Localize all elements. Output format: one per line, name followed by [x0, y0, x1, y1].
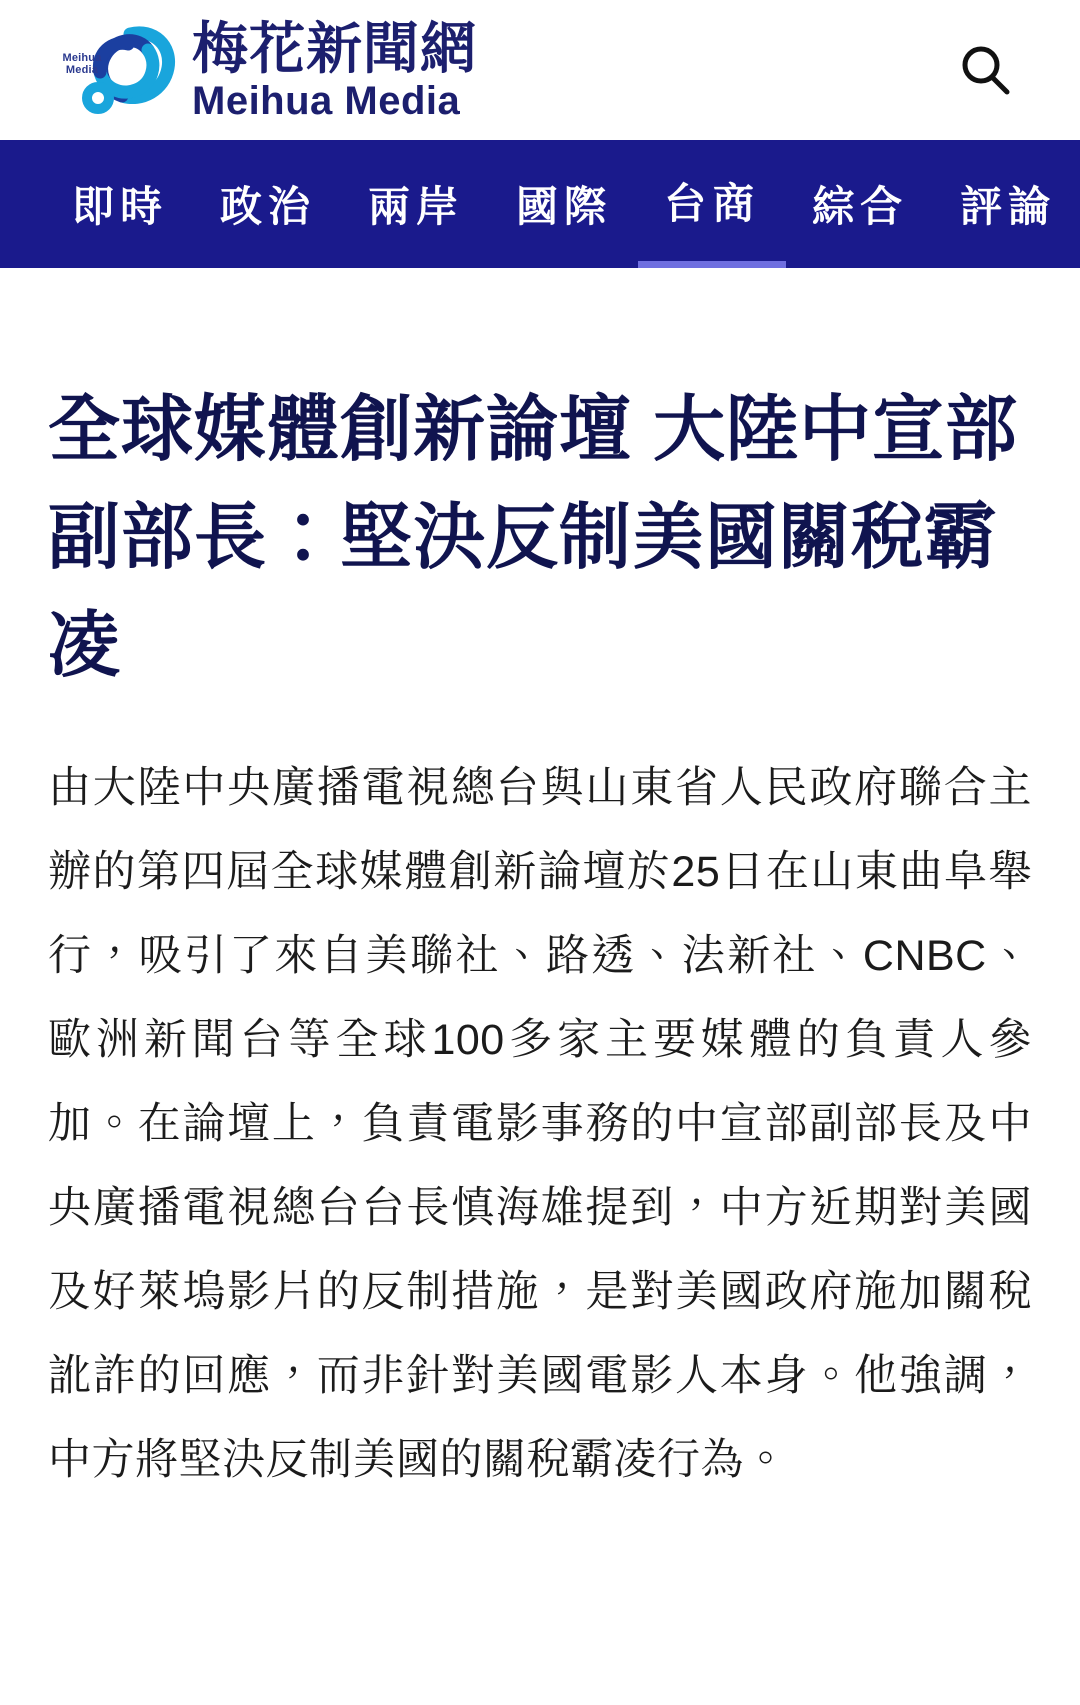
- nav-item-2[interactable]: 兩岸: [368, 183, 465, 230]
- nav-item-1[interactable]: 政治: [220, 183, 317, 230]
- brand-name-cn: 梅花新聞網: [192, 17, 477, 80]
- nav-item-6[interactable]: 評論: [960, 183, 1057, 230]
- search-button[interactable]: [950, 35, 1020, 105]
- article-body-paragraph: 由大陸中央廣播電視總台與山東省人民政府聯合主辦的第四屆全球媒體創新論壇於25日在山東曲阜舉行，吸引了來自美聯社、路透、法新社、CNBC、歐洲新聞台等全球100多家主要媒體的負責人參加。在論壇上，負責電影事務的中宣部副部長及中央廣播電視總台台長慎海雄提到，中方近期對美國及好萊塢影片的反制措施，是對美國政府施加關稅訛詐的回應，而非針對美國電影人本身。他強調，中方將堅決反制美國的關稅霸凌行為。: [48, 764, 1032, 1484]
- site-brand[interactable]: [60, 17, 477, 123]
- nav-item-3[interactable]: 國際: [516, 183, 613, 230]
- brand-name-en: Meihua Media: [192, 79, 461, 123]
- nav-item-5[interactable]: 綜合: [812, 183, 909, 230]
- page-title: 全球媒體創新論壇 大陸中宣部副部長：堅決反制美國關稅霸凌: [48, 390, 1019, 686]
- meihua-logo-icon[interactable]: [60, 18, 178, 122]
- logo-badge-line2: Media: [65, 64, 99, 76]
- article: [0, 376, 1080, 1502]
- site-header: [0, 0, 1080, 140]
- logo-badge-text: [62, 52, 102, 76]
- nav-item-4[interactable]: 台商: [638, 140, 786, 268]
- search-icon: [957, 42, 1013, 98]
- logo-badge-line1: Meihua: [62, 52, 102, 64]
- brand-text: [192, 19, 477, 123]
- nav-item-0[interactable]: 即時: [72, 183, 169, 230]
- main-navigation[interactable]: [0, 140, 1080, 268]
